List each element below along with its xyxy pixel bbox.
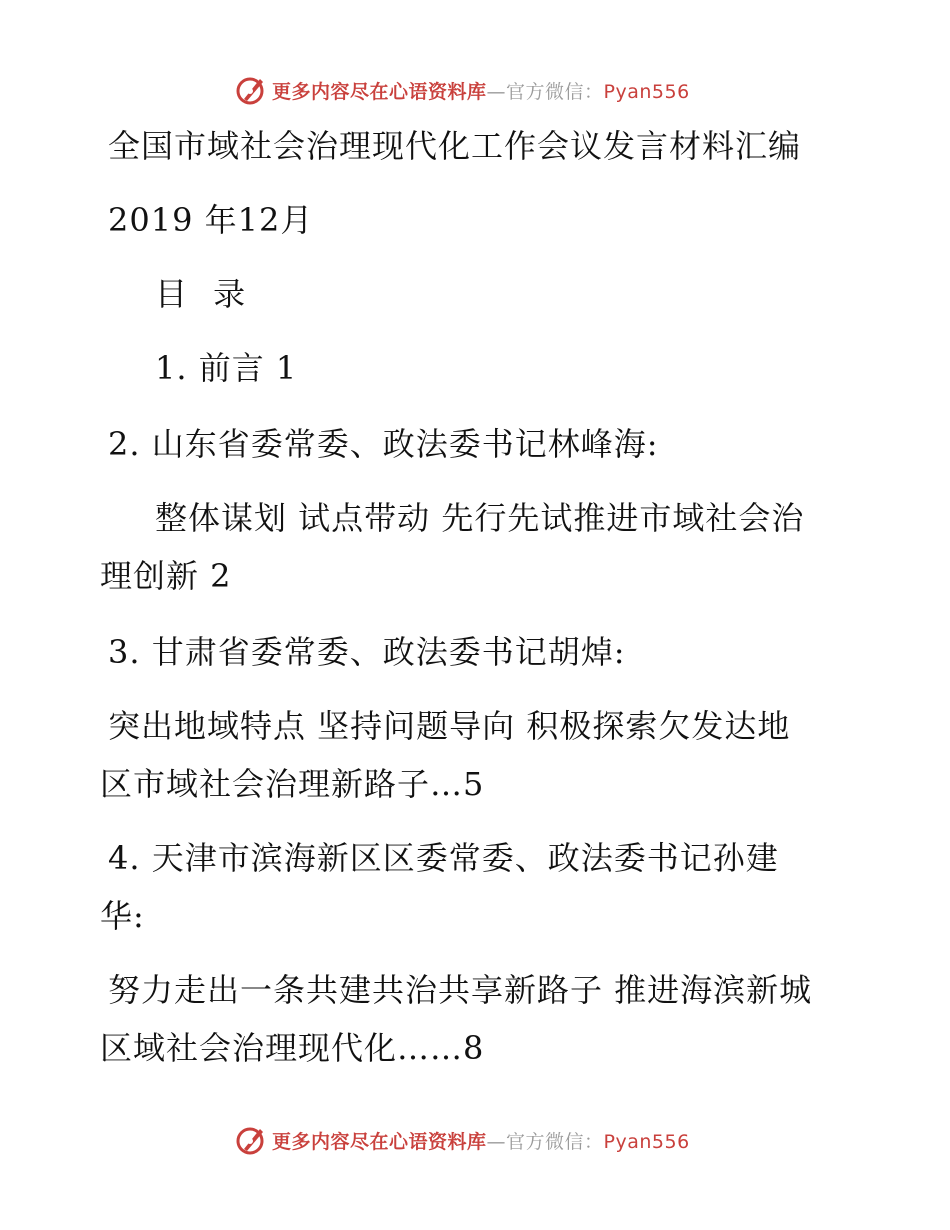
toc-entry-2-line-3: 理创新 2 xyxy=(100,557,232,595)
watermark-bottom xyxy=(0,1120,950,1160)
toc-entry-3-line-2: 突出地域特点 坚持问题导向 积极探索欠发达地 xyxy=(108,707,791,745)
toc-entry-4-line-4: 区域社会治理现代化……8 xyxy=(100,1029,485,1067)
watermark-brand: 更多内容尽在心语资料库 xyxy=(272,81,487,103)
toc-entry-1-line-1: 1. 前言 1 xyxy=(155,349,298,387)
watermark-text xyxy=(272,1127,690,1154)
toc-entry-2-line-2: 整体谋划 试点带动 先行先试推进市域社会治 xyxy=(155,499,805,537)
toc-entry-4-line-1: 4. 天津市滨海新区区委常委、政法委书记孙建 xyxy=(108,839,779,877)
watermark-label: —官方微信： xyxy=(486,1131,604,1153)
document-title: 全国市域社会治理现代化工作会议发言材料汇编 xyxy=(108,127,802,165)
toc-entry-3-line-1: 3. 甘肃省委常委、政法委书记胡焯: xyxy=(108,633,626,671)
quill-logo-icon xyxy=(234,1123,268,1157)
toc-entry-2-line-1: 2. 山东省委常委、政法委书记林峰海: xyxy=(108,425,659,463)
watermark-label: —官方微信： xyxy=(486,81,604,103)
quill-logo-icon xyxy=(234,73,268,107)
watermark-wechat-id: Pyan556 xyxy=(603,81,690,103)
watermark-text xyxy=(272,77,690,104)
watermark-wechat-id: Pyan556 xyxy=(603,1131,690,1153)
watermark-top xyxy=(0,70,950,110)
toc-entry-3-line-3: 区市域社会治理新路子…5 xyxy=(100,765,485,803)
toc-entry-4-line-3: 努力走出一条共建共治共享新路子 推进海滨新城 xyxy=(108,971,813,1009)
toc-entry-4-line-2: 华: xyxy=(100,897,145,935)
toc-heading: 目 录 xyxy=(155,275,254,313)
watermark-brand: 更多内容尽在心语资料库 xyxy=(272,1131,487,1153)
document-date: 2019 年12月 xyxy=(108,201,314,239)
